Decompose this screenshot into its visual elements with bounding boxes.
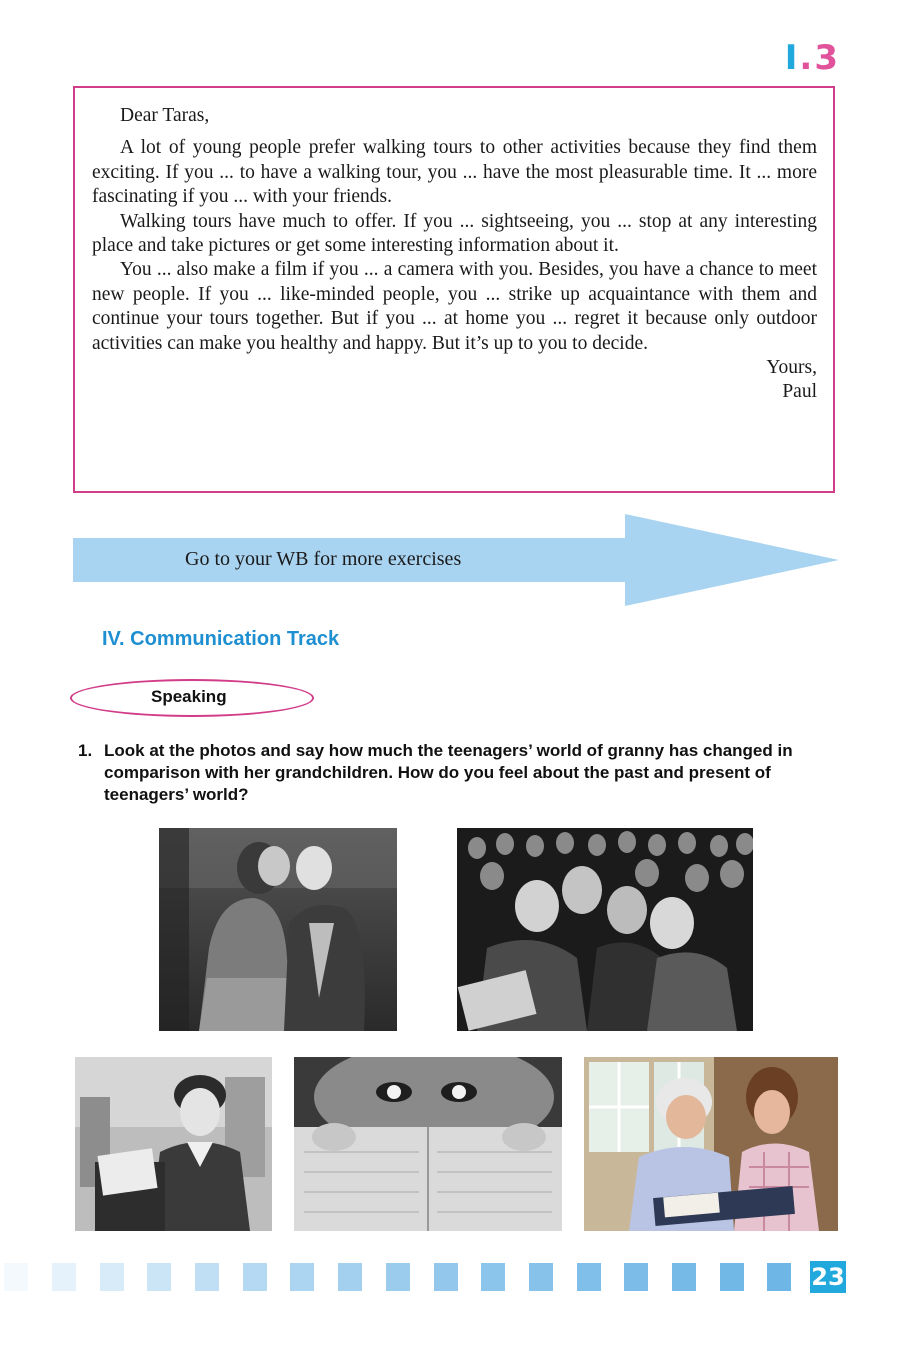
workbook-arrow: [73, 514, 839, 606]
task-text: Look at the photos and say how much the teenagers’ world of granny has changed in comparison with her grandchildren. How do you feel about the past and present of teenagers’ world?: [104, 741, 793, 804]
photo-teens-dancing: [159, 828, 397, 1031]
photo-child-peeking-over-notebook: [294, 1057, 562, 1231]
footer-square: [52, 1263, 76, 1291]
footer-square: [4, 1263, 28, 1291]
letter-closing: Yours,: [766, 357, 817, 379]
unit-number-bar: I: [784, 38, 800, 78]
letter-paragraph-1: A lot of young people prefer walking tours to other activities because they find them exciting. If you ... to have a walking tour, you ... have the most pleasurable time. It ... more fascinating if you ... with your friends.: [92, 137, 817, 208]
footer-square: [195, 1263, 219, 1291]
footer-square: [434, 1263, 458, 1291]
letter-box: [73, 86, 835, 493]
footer-square: [672, 1263, 696, 1291]
unit-number-dot: .: [799, 38, 815, 78]
unit-number: [780, 38, 840, 78]
photo-cinema-audience: [457, 828, 753, 1031]
page-number: 23: [811, 1263, 845, 1291]
footer-square: [386, 1263, 410, 1291]
footer-square: [767, 1263, 791, 1291]
section-heading: IV. Communication Track: [102, 628, 340, 650]
footer-square: [529, 1263, 553, 1291]
footer-square: [147, 1263, 171, 1291]
letter-paragraph-3: You ... also make a film if you ... a camera with you. Besides, you have a chance to meet new people. If you ... like-minded people, you ... strike up acquaintance with them and continue your tours together. But if you ... at home you ... regret it because only outdoor activities can make you healthy and happy. But it’s up to you to decide.: [92, 259, 817, 354]
footer-square: [243, 1263, 267, 1291]
footer-square: [624, 1263, 648, 1291]
photo-girl-with-magazines: [75, 1057, 272, 1231]
footer-square: [720, 1263, 744, 1291]
footer-square: [577, 1263, 601, 1291]
footer-square: [338, 1263, 362, 1291]
footer-square: [100, 1263, 124, 1291]
footer-square: [481, 1263, 505, 1291]
letter-salutation: Dear Taras,: [120, 105, 210, 126]
letter-signature: Paul: [782, 381, 817, 403]
letter-paragraph-2: Walking tours have much to offer. If you ... sightseeing, you ... stop at any interesting place and take pictures or get some interesting information about it.: [92, 210, 817, 257]
footer-square: [290, 1263, 314, 1291]
unit-number-digit: 3: [814, 38, 840, 78]
workbook-arrow-label: Go to your WB for more exercises: [185, 548, 462, 570]
task-number: 1.: [78, 741, 93, 760]
photo-granny-and-granddaughter: [584, 1057, 838, 1231]
speaking-label: Speaking: [151, 687, 227, 706]
